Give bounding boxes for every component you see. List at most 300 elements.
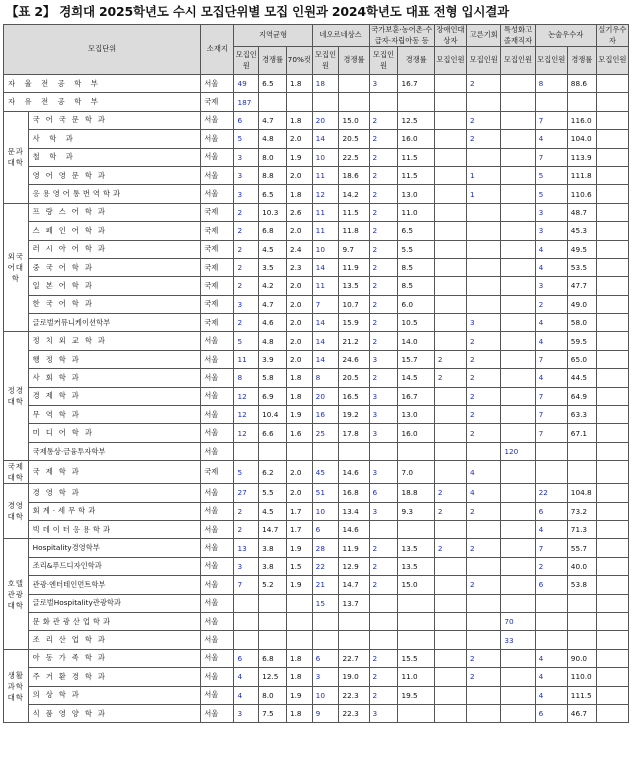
es-c-cell: 58.0 — [567, 314, 596, 332]
dis-cell — [434, 203, 466, 221]
header-essay: 논술우수자 — [535, 25, 596, 47]
reg-70-cell: 1.5 — [286, 557, 312, 575]
loc-cell: 국제 — [201, 203, 234, 221]
nat-c-cell: 13.5 — [398, 557, 434, 575]
es-c-cell: 44.5 — [567, 369, 596, 387]
header-national: 국가보훈·농어촌·수급자·자립아동 등 — [369, 25, 434, 47]
reg-n-cell: 8 — [234, 369, 259, 387]
loc-cell: 국제 — [201, 461, 234, 484]
eq-cell — [467, 557, 501, 575]
unit-cell: 글로벌커뮤니케이션학부 — [28, 314, 201, 332]
spc-cell — [501, 424, 535, 442]
loc-cell: 서울 — [201, 649, 234, 667]
nat-n-cell: 2 — [369, 258, 398, 276]
table-row — [4, 649, 629, 667]
loc-cell: 서울 — [201, 442, 234, 460]
table-row — [4, 258, 629, 276]
unit-cell: 경제학과 — [28, 387, 201, 405]
pr-cell — [596, 240, 628, 258]
reg-n-cell: 5 — [234, 332, 259, 350]
reg-c-cell: 4.6 — [259, 314, 287, 332]
reg-70-cell: 2.0 — [286, 314, 312, 332]
table-row — [4, 704, 629, 722]
spc-cell — [501, 111, 535, 129]
neo-n-cell: 9 — [312, 704, 339, 722]
table-row — [4, 332, 629, 350]
nat-c-cell: 11.5 — [398, 148, 434, 166]
sub-competition: 경쟁률 — [398, 47, 434, 75]
spc-cell — [501, 277, 535, 295]
neo-n-cell: 8 — [312, 369, 339, 387]
spc-cell — [501, 295, 535, 313]
es-c-cell: 53.5 — [567, 258, 596, 276]
loc-cell: 서울 — [201, 668, 234, 686]
reg-70-cell: 1.9 — [286, 539, 312, 557]
nat-c-cell: 5.5 — [398, 240, 434, 258]
pr-cell — [596, 612, 628, 630]
pr-cell — [596, 369, 628, 387]
es-c-cell: 55.7 — [567, 539, 596, 557]
pr-cell — [596, 686, 628, 704]
reg-c-cell: 5.8 — [259, 369, 287, 387]
eq-cell: 2 — [467, 576, 501, 594]
es-c-cell — [567, 631, 596, 649]
header-campus: 소재지 — [201, 25, 234, 75]
reg-70-cell: 1.9 — [286, 686, 312, 704]
es-n-cell: 6 — [535, 704, 567, 722]
eq-cell: 2 — [467, 502, 501, 520]
neo-c-cell: 24.6 — [339, 350, 369, 368]
nat-c-cell: 16.7 — [398, 75, 434, 93]
table-row — [4, 295, 629, 313]
neo-n-cell: 6 — [312, 520, 339, 538]
table-row — [4, 539, 629, 557]
nat-n-cell: 2 — [369, 166, 398, 184]
unit-cell: 정치외교학과 — [28, 332, 201, 350]
pr-cell — [596, 631, 628, 649]
neo-n-cell — [312, 631, 339, 649]
neo-n-cell: 14 — [312, 130, 339, 148]
reg-n-cell: 3 — [234, 148, 259, 166]
es-n-cell — [535, 594, 567, 612]
es-n-cell: 3 — [535, 203, 567, 221]
sub-recruit: 모집인원 — [234, 47, 259, 75]
table-row — [4, 166, 629, 184]
loc-cell: 서울 — [201, 350, 234, 368]
pr-cell — [596, 704, 628, 722]
dis-cell — [434, 258, 466, 276]
dis-cell — [434, 387, 466, 405]
eq-cell — [467, 520, 501, 538]
nat-c-cell: 6.5 — [398, 222, 434, 240]
reg-c-cell: 8.0 — [259, 686, 287, 704]
dis-cell — [434, 557, 466, 575]
neo-c-cell — [339, 93, 369, 111]
reg-70-cell: 2.0 — [286, 295, 312, 313]
reg-70-cell: 2.0 — [286, 350, 312, 368]
es-n-cell: 6 — [535, 576, 567, 594]
unit-cell: 영어영문학과 — [28, 166, 201, 184]
es-n-cell: 5 — [535, 185, 567, 203]
neo-c-cell: 18.6 — [339, 166, 369, 184]
reg-n-cell: 12 — [234, 424, 259, 442]
es-c-cell: 53.8 — [567, 576, 596, 594]
loc-cell: 국제 — [201, 277, 234, 295]
table-body — [4, 75, 629, 723]
reg-70-cell: 2.3 — [286, 258, 312, 276]
es-n-cell: 4 — [535, 258, 567, 276]
spc-cell — [501, 185, 535, 203]
unit-cell: 조리&푸드디자인학과 — [28, 557, 201, 575]
reg-70-cell — [286, 442, 312, 460]
reg-c-cell — [259, 93, 287, 111]
table-row — [4, 130, 629, 148]
nat-n-cell — [369, 594, 398, 612]
neo-n-cell: 20 — [312, 111, 339, 129]
es-n-cell: 4 — [535, 649, 567, 667]
neo-c-cell: 20.5 — [339, 130, 369, 148]
eq-cell — [467, 704, 501, 722]
spc-cell — [501, 332, 535, 350]
pr-cell — [596, 442, 628, 460]
reg-n-cell: 12 — [234, 406, 259, 424]
pr-cell — [596, 594, 628, 612]
es-c-cell: 67.1 — [567, 424, 596, 442]
es-c-cell: 73.2 — [567, 502, 596, 520]
pr-cell — [596, 649, 628, 667]
unit-cell: 한국어학과 — [28, 295, 201, 313]
reg-70-cell: 1.7 — [286, 502, 312, 520]
dis-cell — [434, 295, 466, 313]
neo-c-cell: 22.3 — [339, 686, 369, 704]
reg-n-cell — [234, 631, 259, 649]
table-row — [4, 557, 629, 575]
es-n-cell: 4 — [535, 314, 567, 332]
es-c-cell: 110.0 — [567, 668, 596, 686]
unit-cell: 회계·세무학과 — [28, 502, 201, 520]
table-row — [4, 594, 629, 612]
unit-cell: Hospitality경영학부 — [28, 539, 201, 557]
es-c-cell — [567, 594, 596, 612]
nat-c-cell: 12.5 — [398, 111, 434, 129]
pr-cell — [596, 576, 628, 594]
reg-n-cell: 5 — [234, 130, 259, 148]
reg-70-cell — [286, 93, 312, 111]
nat-n-cell — [369, 631, 398, 649]
neo-n-cell: 14 — [312, 332, 339, 350]
header-equal: 고른기회 — [467, 25, 501, 47]
reg-70-cell: 1.8 — [286, 111, 312, 129]
reg-70-cell: 2.0 — [286, 461, 312, 484]
nat-c-cell — [398, 93, 434, 111]
nat-n-cell — [369, 93, 398, 111]
dis-cell — [434, 277, 466, 295]
unit-cell: 러시아어학과 — [28, 240, 201, 258]
nat-c-cell: 14.5 — [398, 369, 434, 387]
neo-n-cell: 10 — [312, 502, 339, 520]
neo-c-cell: 22.7 — [339, 649, 369, 667]
reg-c-cell: 12.5 — [259, 668, 287, 686]
nat-c-cell — [398, 594, 434, 612]
table-row — [4, 502, 629, 520]
reg-n-cell: 6 — [234, 111, 259, 129]
neo-c-cell — [339, 442, 369, 460]
nat-n-cell — [369, 520, 398, 538]
es-c-cell: 63.3 — [567, 406, 596, 424]
nat-c-cell: 9.3 — [398, 502, 434, 520]
loc-cell: 서울 — [201, 686, 234, 704]
nat-n-cell: 2 — [369, 539, 398, 557]
neo-c-cell: 11.5 — [339, 203, 369, 221]
nat-n-cell: 2 — [369, 111, 398, 129]
neo-c-cell: 13.5 — [339, 277, 369, 295]
pr-cell — [596, 258, 628, 276]
es-n-cell: 2 — [535, 295, 567, 313]
loc-cell: 서울 — [201, 576, 234, 594]
neo-n-cell: 20 — [312, 387, 339, 405]
loc-cell: 서울 — [201, 406, 234, 424]
pr-cell — [596, 148, 628, 166]
neo-c-cell: 22.5 — [339, 148, 369, 166]
reg-70-cell: 2.0 — [286, 277, 312, 295]
neo-c-cell: 11.9 — [339, 539, 369, 557]
es-c-cell — [567, 461, 596, 484]
reg-70-cell: 1.8 — [286, 185, 312, 203]
table-row — [4, 612, 629, 630]
eq-cell — [467, 442, 501, 460]
nat-n-cell: 2 — [369, 332, 398, 350]
table-row — [4, 442, 629, 460]
reg-n-cell: 2 — [234, 203, 259, 221]
reg-70-cell — [286, 594, 312, 612]
eq-cell — [467, 148, 501, 166]
reg-n-cell: 3 — [234, 166, 259, 184]
es-n-cell: 7 — [535, 148, 567, 166]
neo-n-cell: 11 — [312, 222, 339, 240]
dis-cell — [434, 594, 466, 612]
eq-cell: 2 — [467, 111, 501, 129]
admissions-table — [3, 24, 629, 723]
nat-c-cell: 14.0 — [398, 332, 434, 350]
nat-n-cell: 2 — [369, 240, 398, 258]
table-row — [4, 631, 629, 649]
unit-cell: 미디어학과 — [28, 424, 201, 442]
table-row — [4, 203, 629, 221]
pr-cell — [596, 111, 628, 129]
reg-70-cell: 1.8 — [286, 649, 312, 667]
college-cell: 생활과학대학 — [4, 649, 29, 723]
eq-cell: 4 — [467, 461, 501, 484]
reg-70-cell: 1.8 — [286, 704, 312, 722]
es-c-cell: 88.6 — [567, 75, 596, 93]
nat-c-cell: 8.5 — [398, 277, 434, 295]
es-c-cell: 65.0 — [567, 350, 596, 368]
eq-cell — [467, 93, 501, 111]
spc-cell — [501, 258, 535, 276]
reg-70-cell: 2.0 — [286, 166, 312, 184]
reg-70-cell: 2.0 — [286, 222, 312, 240]
loc-cell: 서울 — [201, 557, 234, 575]
nat-n-cell — [369, 442, 398, 460]
college-cell: 호텔관광대학 — [4, 539, 29, 649]
nat-n-cell: 2 — [369, 314, 398, 332]
unit-cell: 국어국문학과 — [28, 111, 201, 129]
reg-c-cell: 5.2 — [259, 576, 287, 594]
spc-cell: 33 — [501, 631, 535, 649]
es-c-cell: 111.8 — [567, 166, 596, 184]
reg-70-cell: 1.8 — [286, 387, 312, 405]
nat-c-cell: 13.5 — [398, 539, 434, 557]
reg-n-cell: 2 — [234, 277, 259, 295]
es-n-cell: 4 — [535, 520, 567, 538]
es-n-cell: 4 — [535, 130, 567, 148]
sub-cut70: 70%컷 — [286, 47, 312, 75]
loc-cell: 서울 — [201, 612, 234, 630]
neo-c-cell: 10.7 — [339, 295, 369, 313]
unit-cell: 사학과 — [28, 130, 201, 148]
nat-c-cell — [398, 442, 434, 460]
nat-n-cell: 2 — [369, 649, 398, 667]
reg-n-cell: 3 — [234, 557, 259, 575]
es-c-cell: 45.3 — [567, 222, 596, 240]
table-header — [4, 25, 629, 75]
es-c-cell: 59.5 — [567, 332, 596, 350]
spc-cell — [501, 520, 535, 538]
es-c-cell: 64.9 — [567, 387, 596, 405]
nat-c-cell: 7.0 — [398, 461, 434, 484]
nat-n-cell: 2 — [369, 203, 398, 221]
es-c-cell: 104.8 — [567, 484, 596, 502]
reg-n-cell: 5 — [234, 461, 259, 484]
es-n-cell: 2 — [535, 557, 567, 575]
nat-c-cell: 16.0 — [398, 424, 434, 442]
unit-cell: 조리산업학과 — [28, 631, 201, 649]
reg-n-cell: 49 — [234, 75, 259, 93]
nat-c-cell: 11.5 — [398, 166, 434, 184]
dis-cell — [434, 406, 466, 424]
es-c-cell: 48.7 — [567, 203, 596, 221]
eq-cell — [467, 295, 501, 313]
neo-c-cell: 13.7 — [339, 594, 369, 612]
table-row — [4, 424, 629, 442]
es-c-cell — [567, 442, 596, 460]
reg-c-cell — [259, 594, 287, 612]
reg-c-cell: 4.5 — [259, 502, 287, 520]
eq-cell: 2 — [467, 369, 501, 387]
spc-cell — [501, 594, 535, 612]
table-row — [4, 461, 629, 484]
neo-c-cell: 21.2 — [339, 332, 369, 350]
header-practical: 실기우수자 — [596, 25, 628, 47]
eq-cell — [467, 686, 501, 704]
eq-cell: 2 — [467, 332, 501, 350]
spc-cell — [501, 502, 535, 520]
reg-70-cell: 1.8 — [286, 369, 312, 387]
nat-n-cell: 3 — [369, 424, 398, 442]
es-c-cell: 104.0 — [567, 130, 596, 148]
dis-cell — [434, 424, 466, 442]
spc-cell — [501, 166, 535, 184]
neo-c-cell: 15.9 — [339, 314, 369, 332]
unit-cell: 문화관광산업학과 — [28, 612, 201, 630]
nat-n-cell: 3 — [369, 704, 398, 722]
es-n-cell: 4 — [535, 332, 567, 350]
reg-c-cell: 10.4 — [259, 406, 287, 424]
dis-cell — [434, 332, 466, 350]
dis-cell: 2 — [434, 539, 466, 557]
neo-n-cell: 12 — [312, 185, 339, 203]
spc-cell — [501, 75, 535, 93]
nat-n-cell — [369, 612, 398, 630]
loc-cell: 서울 — [201, 75, 234, 93]
neo-n-cell: 10 — [312, 686, 339, 704]
nat-c-cell: 15.5 — [398, 649, 434, 667]
nat-n-cell: 2 — [369, 369, 398, 387]
nat-c-cell: 6.0 — [398, 295, 434, 313]
es-n-cell — [535, 442, 567, 460]
pr-cell — [596, 461, 628, 484]
reg-n-cell — [234, 612, 259, 630]
loc-cell: 국제 — [201, 258, 234, 276]
reg-c-cell: 3.8 — [259, 539, 287, 557]
neo-n-cell: 28 — [312, 539, 339, 557]
neo-n-cell: 11 — [312, 203, 339, 221]
eq-cell — [467, 277, 501, 295]
pr-cell — [596, 314, 628, 332]
reg-70-cell: 1.8 — [286, 668, 312, 686]
neo-n-cell: 21 — [312, 576, 339, 594]
reg-c-cell: 14.7 — [259, 520, 287, 538]
sub-recruit: 모집인원 — [501, 47, 535, 75]
table-row — [4, 520, 629, 538]
nat-n-cell: 3 — [369, 461, 398, 484]
neo-c-cell: 19.0 — [339, 668, 369, 686]
loc-cell: 국제 — [201, 93, 234, 111]
eq-cell — [467, 631, 501, 649]
unit-cell: 스페인어학과 — [28, 222, 201, 240]
reg-70-cell: 1.9 — [286, 576, 312, 594]
loc-cell: 서울 — [201, 502, 234, 520]
neo-c-cell — [339, 631, 369, 649]
pr-cell — [596, 295, 628, 313]
nat-n-cell: 2 — [369, 668, 398, 686]
es-n-cell: 4 — [535, 369, 567, 387]
loc-cell: 서울 — [201, 539, 234, 557]
pr-cell — [596, 130, 628, 148]
reg-c-cell: 8.0 — [259, 148, 287, 166]
dis-cell — [434, 612, 466, 630]
spc-cell — [501, 686, 535, 704]
nat-n-cell: 6 — [369, 484, 398, 502]
loc-cell: 서울 — [201, 594, 234, 612]
reg-c-cell: 6.8 — [259, 222, 287, 240]
nat-c-cell: 18.8 — [398, 484, 434, 502]
dis-cell — [434, 631, 466, 649]
unit-cell: 자유전공학부 — [4, 93, 201, 111]
dis-cell: 2 — [434, 350, 466, 368]
es-n-cell: 4 — [535, 686, 567, 704]
neo-n-cell: 16 — [312, 406, 339, 424]
es-c-cell: 49.5 — [567, 240, 596, 258]
unit-cell: 국제통상·금융투자학부 — [28, 442, 201, 460]
es-c-cell: 111.5 — [567, 686, 596, 704]
neo-c-cell — [339, 612, 369, 630]
reg-c-cell: 6.8 — [259, 649, 287, 667]
table-row — [4, 222, 629, 240]
nat-n-cell: 2 — [369, 295, 398, 313]
neo-c-cell: 11.8 — [339, 222, 369, 240]
loc-cell: 서울 — [201, 185, 234, 203]
